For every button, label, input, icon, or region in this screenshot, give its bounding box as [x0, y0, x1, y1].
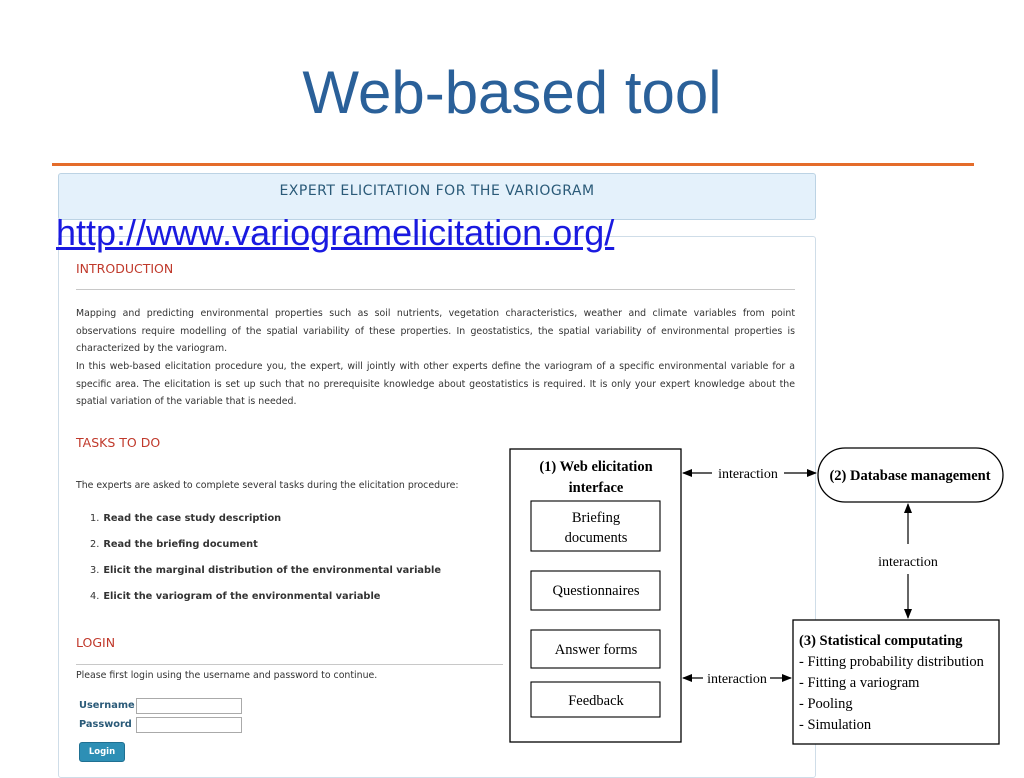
- questionnaires-label: Questionnaires: [552, 583, 640, 599]
- login-button[interactable]: Login: [79, 742, 125, 762]
- password-label: Password: [79, 719, 132, 730]
- introduction-paragraph-2: In this web-based elicitation procedure you, the expert, will jointly with other experts define the variogram of a specific environmental variable for a specific area. The elicitation is set up such that no prerequisite knowledge about geostatistics is required. It is only your expert knowledge about the spatial variation of the variable that is needed.: [76, 361, 795, 407]
- task-number: 2.: [90, 539, 100, 550]
- bottom-interaction-label: interaction: [707, 672, 767, 687]
- task-text: Read the briefing document: [103, 539, 258, 550]
- statistical-item: - Pooling: [799, 696, 853, 712]
- web-interface-title-line2: interface: [568, 480, 624, 496]
- side-interaction-label: interaction: [878, 555, 938, 570]
- task-number: 4.: [90, 591, 100, 602]
- statistical-item: - Simulation: [799, 717, 872, 733]
- answer-forms-label: Answer forms: [554, 642, 638, 658]
- task-text: Elicit the marginal distribution of the environmental variable: [103, 565, 442, 576]
- task-number: 3.: [90, 565, 100, 576]
- site-header-title: EXPERT ELICITATION FOR THE VARIOGRAM: [279, 183, 595, 199]
- feedback-label: Feedback: [568, 693, 624, 709]
- username-label: Username: [79, 700, 135, 711]
- slide-title: Web-based tool: [302, 59, 722, 126]
- login-heading: LOGIN: [76, 635, 116, 650]
- web-interface-title-line1: (1) Web elicitation: [539, 459, 653, 475]
- statistical-item: - Fitting probability distribution: [799, 654, 984, 670]
- database-label: (2) Database management: [829, 468, 991, 484]
- tasks-heading: TASKS TO DO: [76, 435, 161, 450]
- top-interaction-label: interaction: [718, 467, 778, 482]
- task-text: Read the case study description: [103, 513, 282, 524]
- statistical-title: (3) Statistical computating: [799, 633, 963, 649]
- login-intro: Please first login using the username and password to continue.: [76, 670, 378, 681]
- statistical-item: - Fitting a variogram: [799, 675, 920, 691]
- briefing-label-line1: Briefing: [571, 510, 621, 526]
- introduction-paragraph-1: Mapping and predicting environmental properties such as soil nutrients, vegetation characteristics, weather and climate variables from point observations require modelling of the spatial variability of these properties. In geostatistics, the spatial variability of environmental properties is characterized by the variogram.: [76, 308, 795, 354]
- introduction-heading: INTRODUCTION: [76, 261, 174, 276]
- tasks-intro: The experts are asked to complete several tasks during the elicitation procedure:: [76, 480, 459, 491]
- task-text: Elicit the variogram of the environmental variable: [103, 591, 381, 602]
- website-url-link[interactable]: http://www.variogramelicitation.org/: [56, 212, 615, 253]
- briefing-label-line2: documents: [564, 530, 628, 546]
- task-number: 1.: [90, 513, 100, 524]
